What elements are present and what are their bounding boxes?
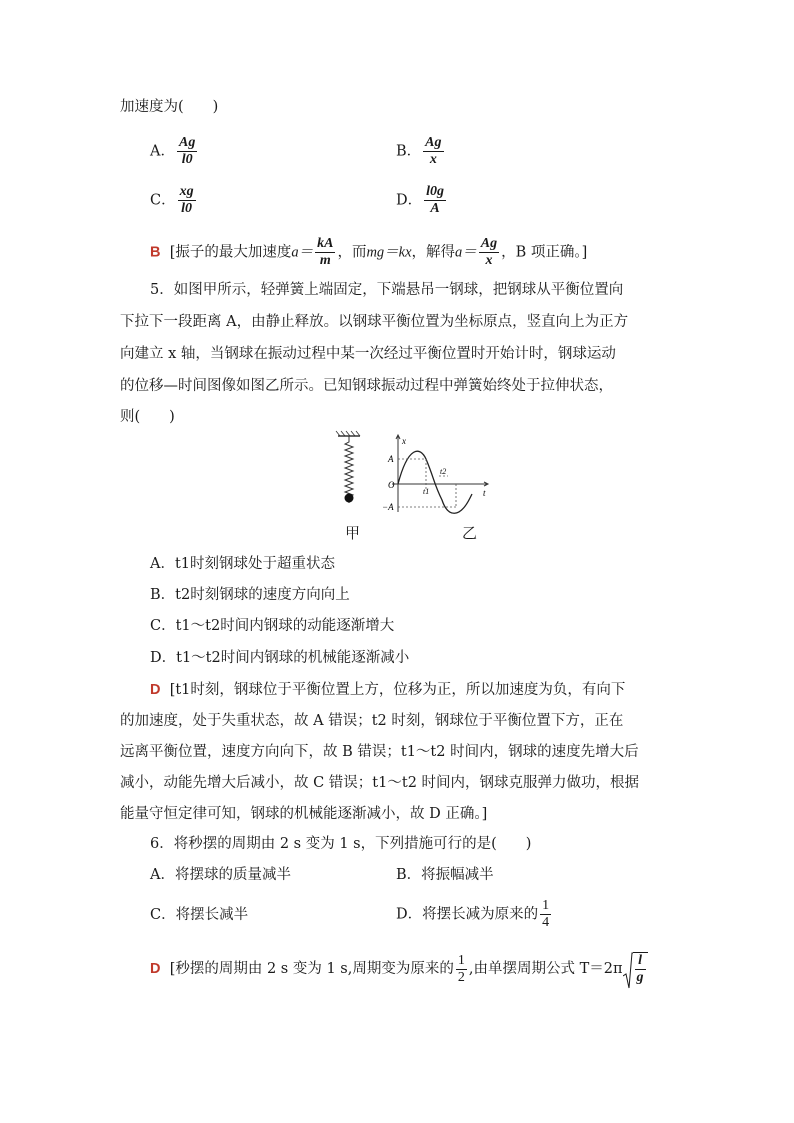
steel-ball	[345, 494, 354, 503]
fraction	[635, 953, 646, 986]
option-key: D．	[396, 192, 423, 209]
q5-option-a: A．t1时刻钢球处于超重状态	[150, 556, 336, 572]
t-axis-label: t	[483, 488, 486, 498]
explain-text: ,由单摆周期公式 T＝2π	[468, 961, 623, 977]
numerator: l	[635, 953, 646, 970]
numerator: Ag	[178, 135, 196, 150]
radical-sign	[623, 952, 633, 990]
q5-explanation-line-1	[150, 680, 625, 700]
numerator: kA	[317, 236, 334, 251]
denominator: x	[429, 152, 437, 167]
explain-text: ，而	[337, 244, 367, 261]
denominator: x	[485, 253, 493, 268]
q4-explanation	[150, 236, 587, 269]
q6-option-d	[396, 898, 553, 931]
fraction	[178, 184, 196, 217]
t1-label: t1	[423, 487, 430, 496]
q5-stem-line-4: 的位移—时间图像如图乙所示。已知钢球振动过程中弹簧始终处于拉伸状态，	[120, 378, 613, 394]
denominator: 2	[457, 969, 465, 985]
equation: mg＝kx	[366, 244, 412, 261]
figure-label-jia: 甲	[345, 524, 361, 542]
denominator: l0	[181, 152, 193, 167]
fraction	[424, 184, 446, 217]
figure-label-yi: 乙	[462, 524, 478, 542]
q5-explanation-line-5: 能量守恒定律可知，钢球的机械能逐渐减小，故 D 正确。]	[120, 806, 488, 822]
x-axis-label: x	[402, 436, 406, 446]
q4-option-d	[396, 184, 448, 217]
explain-text: [振子的最大加速度	[169, 244, 292, 261]
explain-text: [t1时刻，钢球位于平衡位置上方，位移为正，所以加速度为负，有向下	[169, 682, 626, 698]
equation: a＝	[455, 244, 477, 261]
q6-explanation	[150, 952, 648, 986]
numerator: Ag	[425, 135, 442, 150]
q4-option-c	[150, 184, 198, 217]
numerator: l0g	[426, 184, 445, 199]
q5-explanation-line-2: 的加速度，处于失重状态，故 A 错误；t2 时刻，钢球位于平衡位置下方，正在	[120, 713, 624, 729]
option-key: C．	[150, 192, 176, 209]
explain-text: ，B 项正确。]	[501, 244, 588, 261]
q5-option-d: D．t1～t2时间内钢球的机械能逐渐减小	[150, 650, 410, 666]
explain-text: [秒摆的周期由 2 s 变为 1 s,周期变为原来的	[169, 961, 454, 977]
numerator: xg	[179, 184, 194, 199]
spring-figure	[336, 431, 360, 503]
fraction	[456, 953, 467, 986]
t2-label: t2	[440, 467, 447, 476]
fraction	[479, 236, 499, 269]
answer-letter: D	[150, 961, 161, 977]
square-root	[623, 952, 648, 986]
option-key: A．	[150, 143, 175, 160]
q5-stem-line-2: 下拉下一段距离 A，由静止释放。以钢球平衡位置为坐标原点，竖直向上为正方	[120, 314, 629, 330]
q5-stem-line-3: 向建立 x 轴，当钢球在振动过程中某一次经过平衡位置时开始计时，钢球运动	[120, 346, 616, 362]
q6-stem: 6．将秒摆的周期由 2 s 变为 1 s，下列措施可行的是( )	[150, 836, 532, 852]
q4-option-a	[150, 135, 199, 168]
q5-explanation-line-4: 减小，动能先增大后减小，故 C 错误；t1～t2 时间内，钢球克服弹力做功，根据	[120, 775, 640, 791]
displacement-time-graph	[382, 435, 488, 513]
q5-stem-line-1: 5．如图甲所示，轻弹簧上端固定，下端悬吊一钢球，把钢球从平衡位置向	[150, 282, 624, 298]
q5-stem-line-5: 则( )	[120, 409, 175, 425]
numerator: 1	[542, 898, 550, 913]
q4-option-b	[396, 135, 446, 168]
q5-explanation-line-3: 远离平衡位置，速度方向向下，故 B 错误；t1～t2 时间内，钢球的速度先增大后	[120, 744, 639, 760]
fraction	[540, 898, 551, 931]
q6-option-c: C．将摆长减半	[150, 907, 249, 923]
amp-pos-label: A	[388, 454, 394, 464]
numerator: Ag	[480, 236, 498, 251]
answer-letter: B	[150, 244, 161, 261]
denominator: 4	[542, 915, 550, 930]
answer-letter: D	[150, 682, 161, 698]
origin-label: O	[388, 480, 395, 490]
q6-option-a: A．将摆球的质量减半	[150, 867, 291, 883]
fraction	[315, 236, 335, 269]
q5-option-c: C．t1～t2时间内钢球的动能逐渐增大	[150, 618, 395, 634]
numerator: 1	[457, 952, 465, 968]
amp-neg-label: −A	[382, 502, 394, 512]
denominator: m	[319, 253, 331, 268]
option-text: D．将摆长减为原来的	[396, 906, 539, 923]
denominator: g	[636, 970, 644, 985]
q5-option-b: B．t2时刻钢球的速度方向向上	[150, 587, 350, 603]
fraction	[177, 135, 197, 168]
equation: a＝	[291, 244, 314, 261]
q6-option-b: B．将振幅减半	[396, 867, 494, 883]
denominator: A	[430, 201, 440, 216]
explain-text: ，解得	[411, 244, 456, 261]
fraction	[423, 135, 443, 168]
option-key: B．	[396, 143, 422, 160]
q5-figure	[330, 430, 500, 520]
denominator: l0	[181, 201, 193, 216]
q4-stem-tail: 加速度为( )	[120, 99, 219, 115]
